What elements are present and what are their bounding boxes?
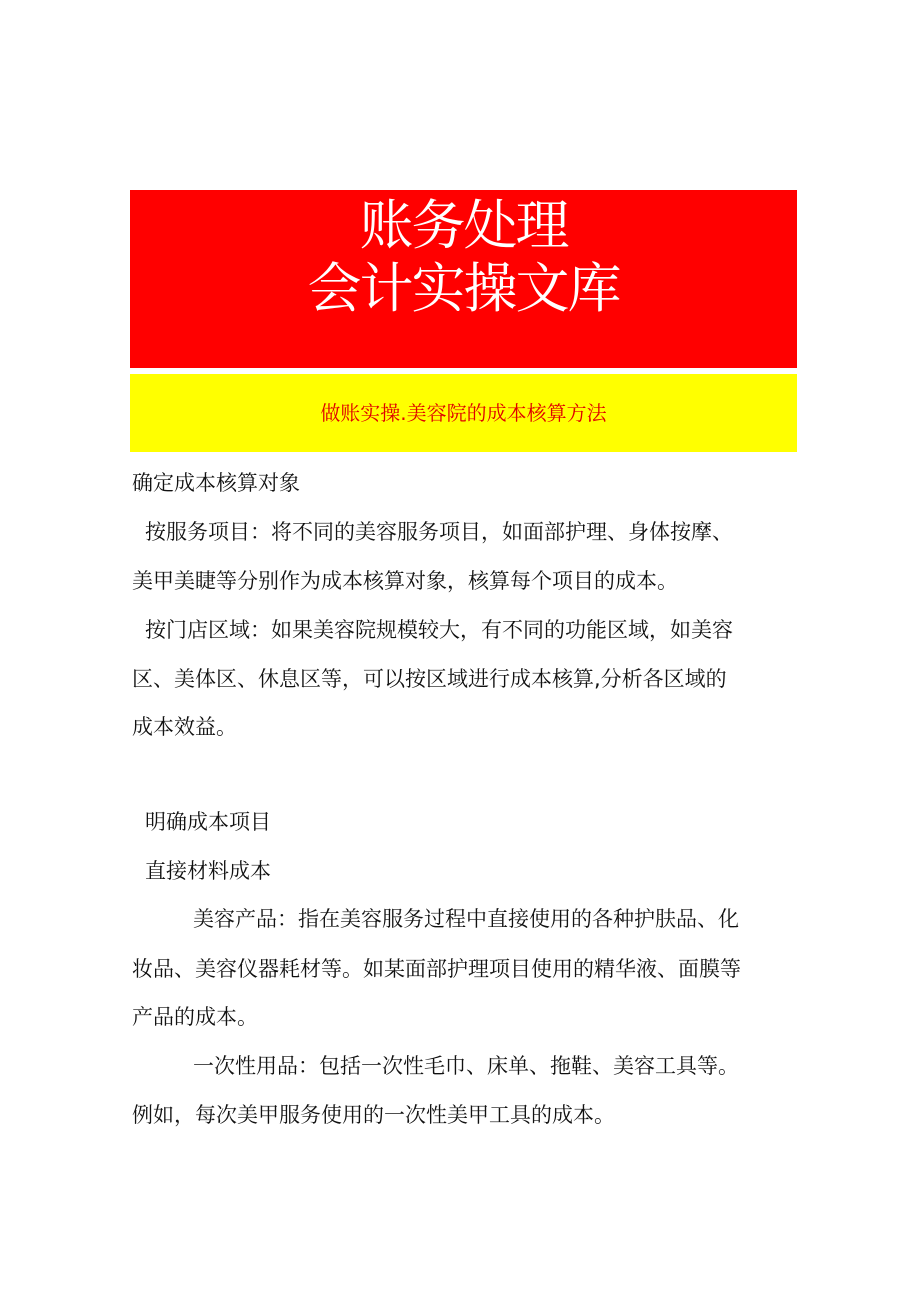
paragraph-by-service-line1: 按服务项目：将不同的美容服务项目，如面部护理、身体按摩、 (145, 520, 733, 544)
banner-title-line2: 会计实操文库 (307, 257, 620, 320)
paragraph-beauty-products-line3: 产品的成本。 (132, 1005, 258, 1029)
paragraph-disposables-line2: 例如，每次美甲服务使用的一次性美甲工具的成本。 (132, 1103, 615, 1127)
section-heading-cost-object: 确定成本核算对象 (132, 471, 300, 495)
section-heading-cost-items: 明确成本项目 (145, 810, 271, 834)
banner-title-line1: 账务处理 (359, 194, 568, 257)
paragraph-beauty-products-line2: 妆品、美容仪器耗材等。如某面部护理项目使用的精华液、面膜等 (132, 957, 741, 981)
paragraph-disposables-line1: 一次性用品：包括一次性毛巾、床单、拖鞋、美容工具等。 (193, 1054, 739, 1078)
paragraph-by-service-line2: 美甲美睫等分别作为成本核算对象，核算每个项目的成本。 (132, 569, 678, 593)
paragraph-beauty-products-line1: 美容产品：指在美容服务过程中直接使用的各种护肤品、化 (193, 907, 739, 931)
subtitle-banner: 做账实操.美容院的成本核算方法 (130, 374, 797, 452)
subheading-direct-material: 直接材料成本 (145, 859, 271, 883)
paragraph-by-region-line2: 区、美体区、休息区等，可以按区域进行成本核算,分析各区域的 (132, 667, 727, 691)
paragraph-by-region-line3: 成本效益。 (132, 715, 237, 739)
paragraph-by-region-line1: 按门店区域：如果美容院规模较大，有不同的功能区域，如美容 (145, 618, 733, 642)
